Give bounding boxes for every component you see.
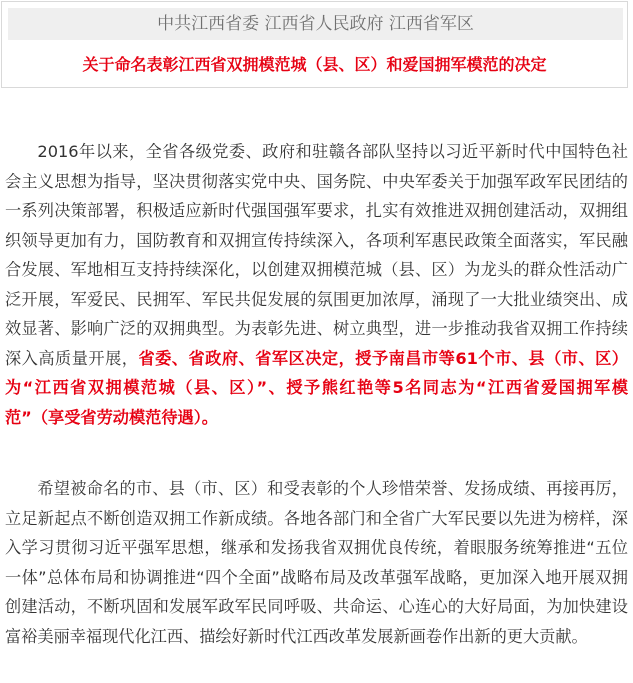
document-title: 关于命名表彰江西省双拥模范城（县、区）和爱国拥军模范的决定 [82, 55, 547, 74]
paragraph-1 [5, 137, 628, 432]
decision-highlight: 省委、省政府、省军区决定，授予南昌市等61个市、县（市、区）为“江西省双拥模范城（县、区）”、授予熊红艳等5名同志为“江西省爱国拥军模范”（享受省劳动模范待遇）。 [5, 348, 628, 427]
paragraph-2: 希望被命名的市、县（市、区）和受表彰的个人珍惜荣誉、发扬成绩、再接再厉，立足新起点不断创造双拥工作新成绩。各地各部门和全省广大军民要以先进为榜样，深入学习贯彻习近平强军思想，继承和发扬我省双拥优良传统，着眼服务统筹推进“五位一体”总体布局和协调推进“四个全面”战略布局及改革强军战略，更加深入地开展双拥创建活动，不断巩固和发展军政军民同呼吸、共命运、心连心的大好局面，为加快建设富裕美丽幸福现代化江西、描绘好新时代江西改革发展新画卷作出新的更大贡献。 [5, 479, 628, 646]
document-header [1, 1, 628, 88]
paragraph-1-text: 2016年以来，全省各级党委、政府和驻赣各部队坚持以习近平新时代中国特色社会主义思想为指导，坚决贯彻落实党中央、国务院、中央军委关于加强军政军民团结的一系列决策部署，积极适应新时代强国强军要求，扎实有效推进双拥创建活动，双拥组织领导更加有力，国防教育和双拥宣传持续深入，各项利军惠民政策全面落实，军民融合发展、军地相互支持持续深化，以创建双拥模范城（县、区）为龙头的群众性活动广泛开展，军爱民、民拥军、军民共促发展的氛围更加浓厚，涌现了一大批业绩突出、成效显著、影响广泛的双拥典型。为表彰先进、树立典型，进一步推动我省双拥工作持续深入高质量开展， [5, 142, 628, 368]
issuing-authorities: 中共江西省委 江西省人民政府 江西省军区 [8, 8, 623, 40]
